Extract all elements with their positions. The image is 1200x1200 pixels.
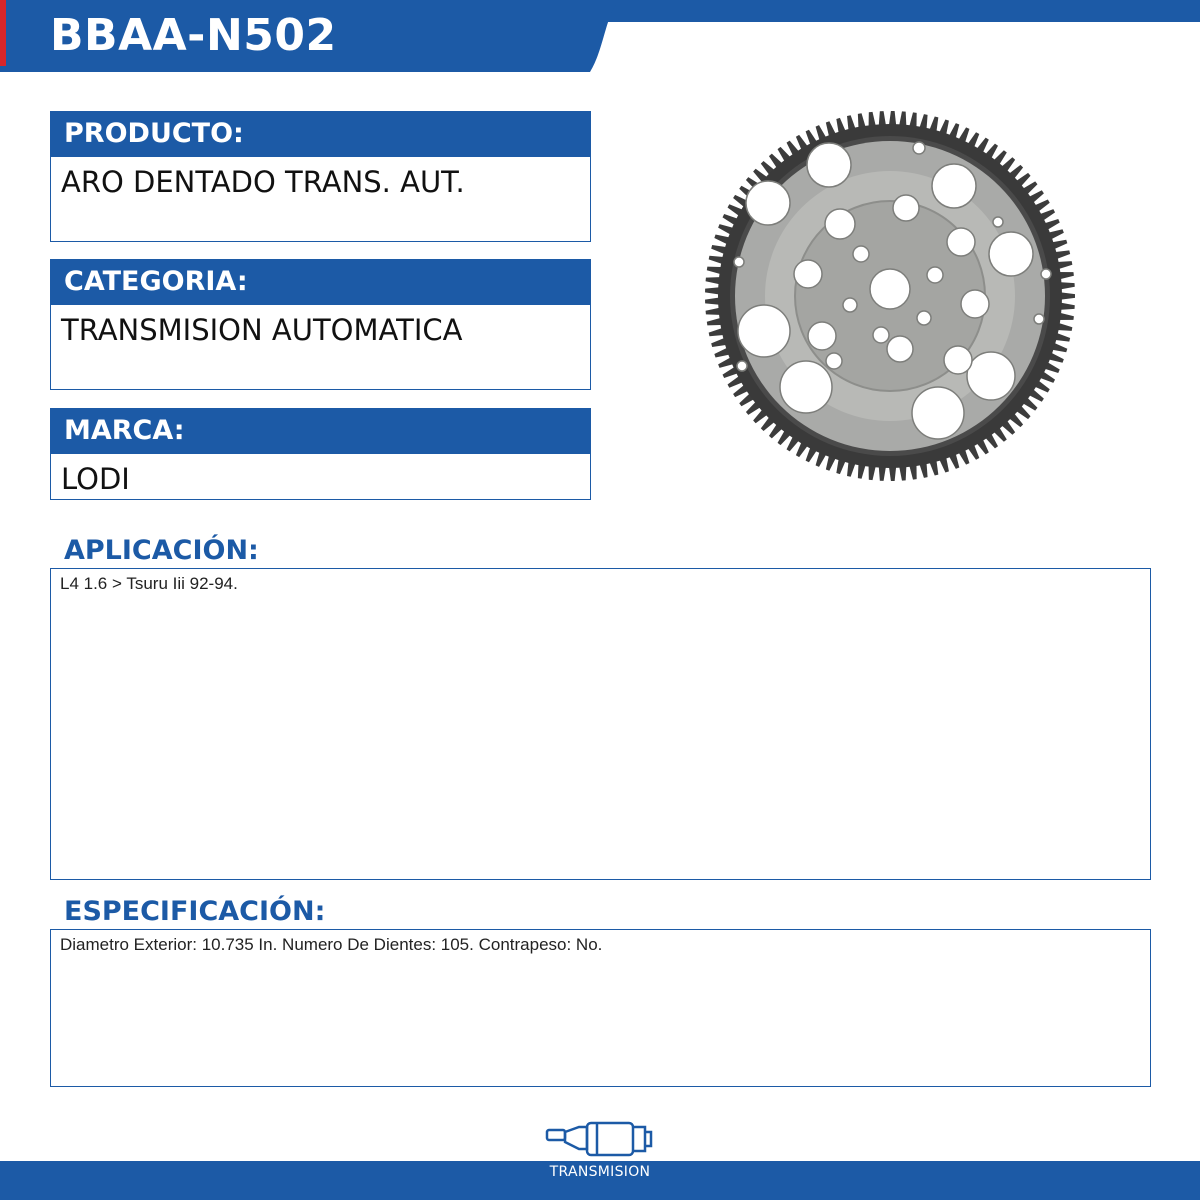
plate-hole [1034, 314, 1044, 324]
plate-hole [932, 164, 976, 208]
especificacion-box: Diametro Exterior: 10.735 In. Numero De Dientes: 105. Contrapeso: No. [50, 929, 1151, 1087]
categoria-label: CATEGORIA: [50, 259, 591, 305]
product-sku-title: BBAA-N502 [50, 10, 337, 61]
plate-hole [993, 217, 1003, 227]
ring-gear-product-image [698, 104, 1082, 488]
producto-label: PRODUCTO: [50, 111, 591, 157]
plate-hole [887, 336, 913, 362]
plate-hole [734, 257, 744, 267]
plate-hole [913, 142, 925, 154]
plate-hole [794, 260, 822, 288]
plate-hole [947, 228, 975, 256]
aplicacion-box: L4 1.6 > Tsuru Iii 92-94. [50, 568, 1151, 880]
aplicacion-title: APLICACIÓN: [64, 535, 259, 566]
especificacion-title: ESPECIFICACIÓN: [64, 896, 326, 927]
plate-hole [737, 361, 747, 371]
plate-hole [927, 267, 943, 283]
marca-value: LODI [50, 454, 591, 500]
plate-hole [843, 298, 857, 312]
plate-hole [826, 353, 842, 369]
plate-hole [1041, 269, 1051, 279]
producto-field [50, 111, 591, 242]
plate-hole [807, 143, 851, 187]
plate-hole [917, 311, 931, 325]
plate-hole [738, 305, 790, 357]
plate-hole [893, 195, 919, 221]
categoria-value: TRANSMISION AUTOMATICA [50, 305, 591, 390]
marca-field [50, 408, 591, 500]
transmission-icon [545, 1118, 657, 1158]
plate-hole [870, 269, 910, 309]
footer-category-label: TRANSMISION [549, 1164, 651, 1180]
plate-hole [961, 290, 989, 318]
plate-hole [873, 327, 889, 343]
producto-value: ARO DENTADO TRANS. AUT. [50, 157, 591, 242]
plate-hole [967, 352, 1015, 400]
plate-hole [746, 181, 790, 225]
plate-hole [989, 232, 1033, 276]
categoria-field [50, 259, 591, 390]
plate-hole [944, 346, 972, 374]
marca-label: MARCA: [50, 408, 591, 454]
plate-hole [825, 209, 855, 239]
plate-hole [912, 387, 964, 439]
plate-hole [853, 246, 869, 262]
plate-hole [808, 322, 836, 350]
plate-hole [780, 361, 832, 413]
